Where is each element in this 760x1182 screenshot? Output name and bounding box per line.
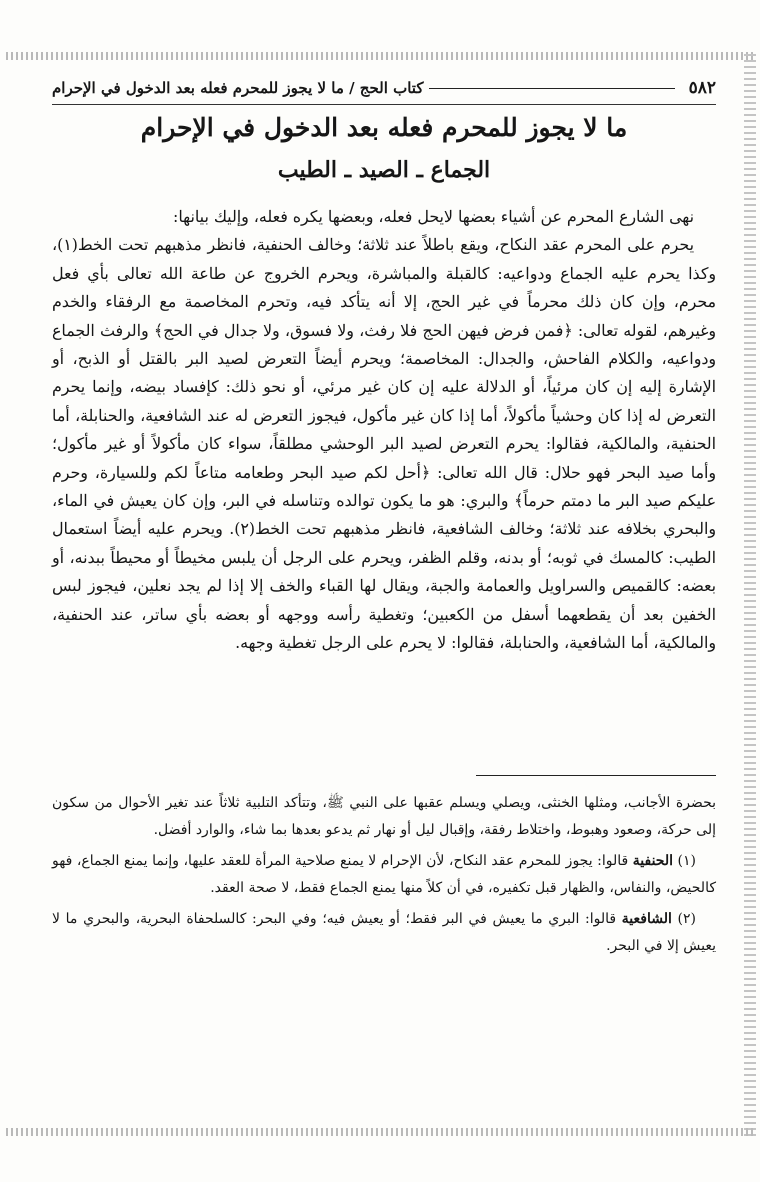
body-paragraph-intro: نهى الشارع المحرم عن أشياء بعضها لايحل فعله، وبعضها يكره فعله، وإليك بيانها:	[173, 207, 694, 226]
right-ornament-border	[744, 52, 756, 1136]
footnote-2-lead: الشافعية	[621, 911, 672, 927]
footnote-1-text: قالوا: يجوز للمحرم عقد النكاح، لأن الإحرام لا يمنع صلاحية المرأة للعقد عليها، وإنما يمنع الجماع، فهو كالحيض، والنفاس، والظهار قبل تكفيره، في أن كلاً منها يمنع الجماع فقط، لا صحة العقد.	[52, 853, 716, 896]
chapter-title: ما لا يجوز للمحرم فعله بعد الدخول في الإحرام	[140, 113, 628, 142]
page-number: ٥٨٢	[688, 78, 716, 98]
running-header	[52, 72, 716, 104]
footnotes	[52, 790, 716, 964]
main-text	[52, 203, 716, 658]
footnote-continuation: بحضرة الأجانب، ومثلها الخنثى، ويصلي ويسلم عقبها على النبي ﷺ، وتتأكد التلبية ثلاثاً عند تغير الأحوال من سكون إلى حركة، وصعود وهبوط، واختلاط رفقة، وإقبال ليل أو نهار ثم يدعو بعدها بما شاء، والوارد أفضل.	[52, 795, 716, 838]
top-ornament-border	[6, 52, 754, 60]
footnote-separator	[476, 775, 716, 776]
footnote-2-number: (٢)	[677, 911, 697, 927]
footnote-2	[52, 906, 716, 960]
footnote-1-number: (١)	[677, 853, 697, 869]
footnote-1	[52, 848, 716, 902]
chapter-subtitle: الجماع ـ الصيد ـ الطيب	[277, 157, 491, 183]
bottom-ornament-border	[6, 1128, 754, 1136]
header-underline	[52, 104, 716, 105]
running-title: كتاب الحج / ما لا يجوز للمحرم فعله بعد الدخول في الإحرام	[52, 79, 424, 97]
footnote-2-text: قالوا: البري ما يعيش في البر فقط؛ أو يعيش فيه؛ وفي البحر: كالسلحفاة البحرية، والبحري ما لا يعيش إلا في البحر.	[52, 911, 716, 954]
body-paragraph-main: يحرم على المحرم عقد النكاح، ويقع باطلاً عند ثلاثة؛ وخالف الحنفية، فانظر مذهبهم تحت الخط(١)، وكذا يحرم عليه الجماع ودواعيه: كالقبلة والمباشرة، ويحرم الخروج عن طاعة الله تعالى بأي فعل محرم، وإن كان ذلك محرماً في غير الحج، إلا أنه يتأكد فيه، وتحرم المخاصمة مع الرفقاء والخدم وغيرهم، لقوله تعالى: ﴿فمن فرض فيهن الحج فلا رفث، ولا فسوق، ولا جدال في الحج﴾ والرفث الجماع ودواعيه، والكلام الفاحش، والجدال: المخاصمة؛ ويحرم أيضاً التعرض لصيد البر بالقتل أو الذبح، أو الإشارة إليه إن كان مرئياً، أو الدلالة عليه إن كان غير مرئي، أو نحو ذلك: كإفساد بيضه، وإنما يحرم التعرض له إذا كان وحشياً مأكولاً، أما إذا كان غير مأكول، فيجوز التعرض له عند الشافعية، والحنابلة، أما الحنفية، والمالكية، فقالوا: يحرم التعرض لصيد البر الوحشي مطلقاً، سواء كان مأكولاً أو غير مأكول؛ وأما صيد البحر فهو حلال: قال الله تعالى: ﴿أحل لكم صيد البحر وطعامه متاعاً لكم وللسيارة، وحرم عليكم صيد البر ما دمتم حرماً﴾ والبري: هو ما يكون توالده وتناسله في البر، وإن كان يعيش في الماء، والبحري بخلافه عند ثلاثة؛ وخالف الشافعية، فانظر مذهبهم تحت الخط(٢). ويحرم عليه أيضاً استعمال الطيب: كالمسك في ثوبه؛ أو بدنه، وقلم الظفر، ويحرم على الرجل أن يلبس مخيطاً أو محيطاً ببدنه، أو بعضه: كالقميص والسراويل والعمامة والجبة، ويقال لها القباء والخف إلا إذا لم يجد نعلين، فيجوز لبس الخفين بعد أن يقطعهما أسفل من الكعبين؛ وتغطية رأسه ووجهه أو بعضه بأي ساتر، عند الحنفية، والمالكية، أما الشافعية، والحنابلة، فقالوا: لا يحرم على الرجل تغطية وجهه.	[52, 235, 716, 653]
header-rule	[429, 88, 674, 89]
footnote-1-lead: الحنفية	[632, 853, 673, 869]
